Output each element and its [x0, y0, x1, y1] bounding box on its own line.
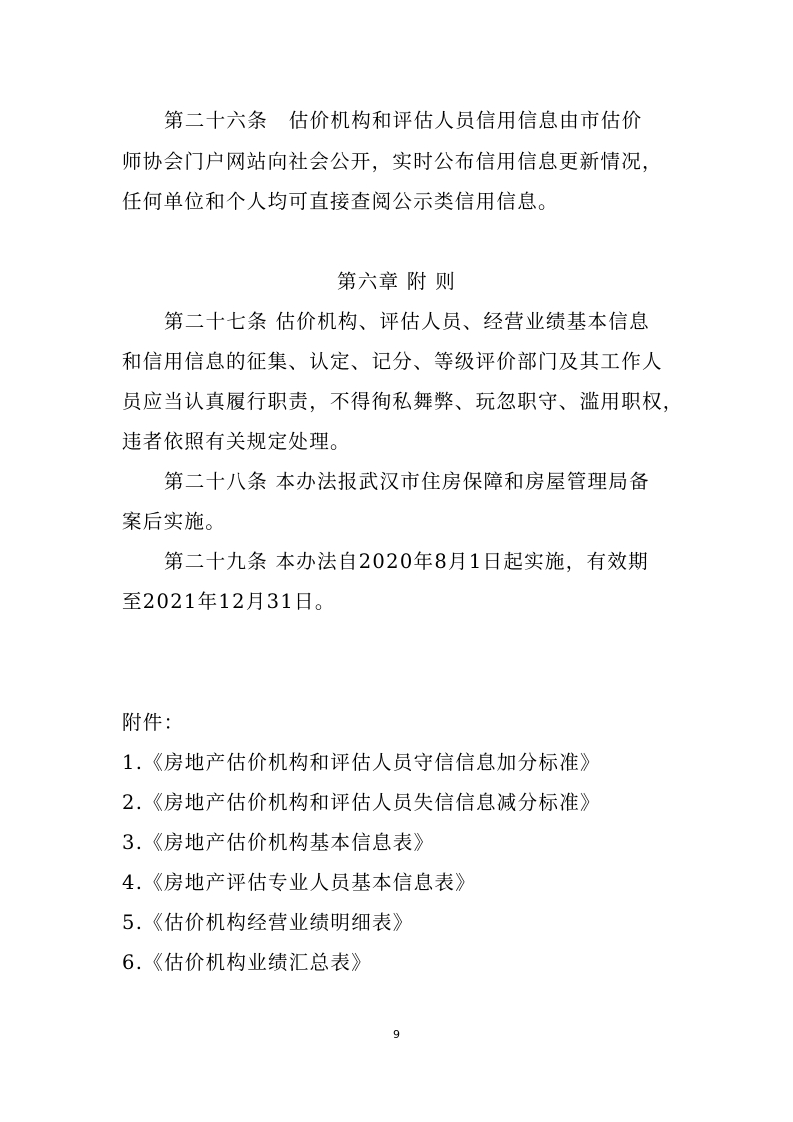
- attachment-item: 6.《估价机构业绩汇总表》: [122, 951, 373, 974]
- article-26-line-3: 任何单位和个人均可直接查阅公示类信用信息。: [122, 190, 559, 213]
- article-27-line-1: 第二十七条 估价机构、评估人员、经营业绩基本信息: [164, 310, 650, 333]
- attachment-item: 1.《房地产估价机构和评估人员守信信息加分标准》: [122, 751, 601, 774]
- page-number: 9: [393, 1028, 400, 1041]
- attachments-heading: 附件：: [122, 711, 185, 734]
- article-27-line-4: 违者依照有关规定处理。: [122, 430, 351, 453]
- attachment-item: 2.《房地产估价机构和评估人员失信信息减分标准》: [122, 791, 601, 814]
- article-29-line-1: 第二十九条 本办法自2020年8月1日起实施，有效期: [164, 550, 649, 573]
- chapter-6-title: 第六章 附 则: [337, 270, 456, 293]
- article-28-line-1: 第二十八条 本办法报武汉市住房保障和房屋管理局备: [164, 470, 650, 493]
- article-27-line-3: 员应当认真履行职责，不得徇私舞弊、玩忽职守、滥用职权，: [122, 390, 684, 413]
- article-26-line-1: 第二十六条 估价机构和评估人员信用信息由市估价: [164, 109, 643, 132]
- attachment-item: 5.《估价机构经营业绩明细表》: [122, 911, 414, 934]
- attachment-item: 4.《房地产评估专业人员基本信息表》: [122, 871, 477, 894]
- article-28-line-2: 案后实施。: [122, 510, 227, 533]
- article-26-line-2: 师协会门户网站向社会公开，实时公布信用信息更新情况，: [122, 150, 663, 173]
- attachment-item: 3.《房地产估价机构基本信息表》: [122, 831, 435, 854]
- article-29-line-2: 至2021年12月31日。: [122, 590, 336, 613]
- article-27-line-2: 和信用信息的征集、认定、记分、等级评价部门及其工作人: [122, 350, 663, 373]
